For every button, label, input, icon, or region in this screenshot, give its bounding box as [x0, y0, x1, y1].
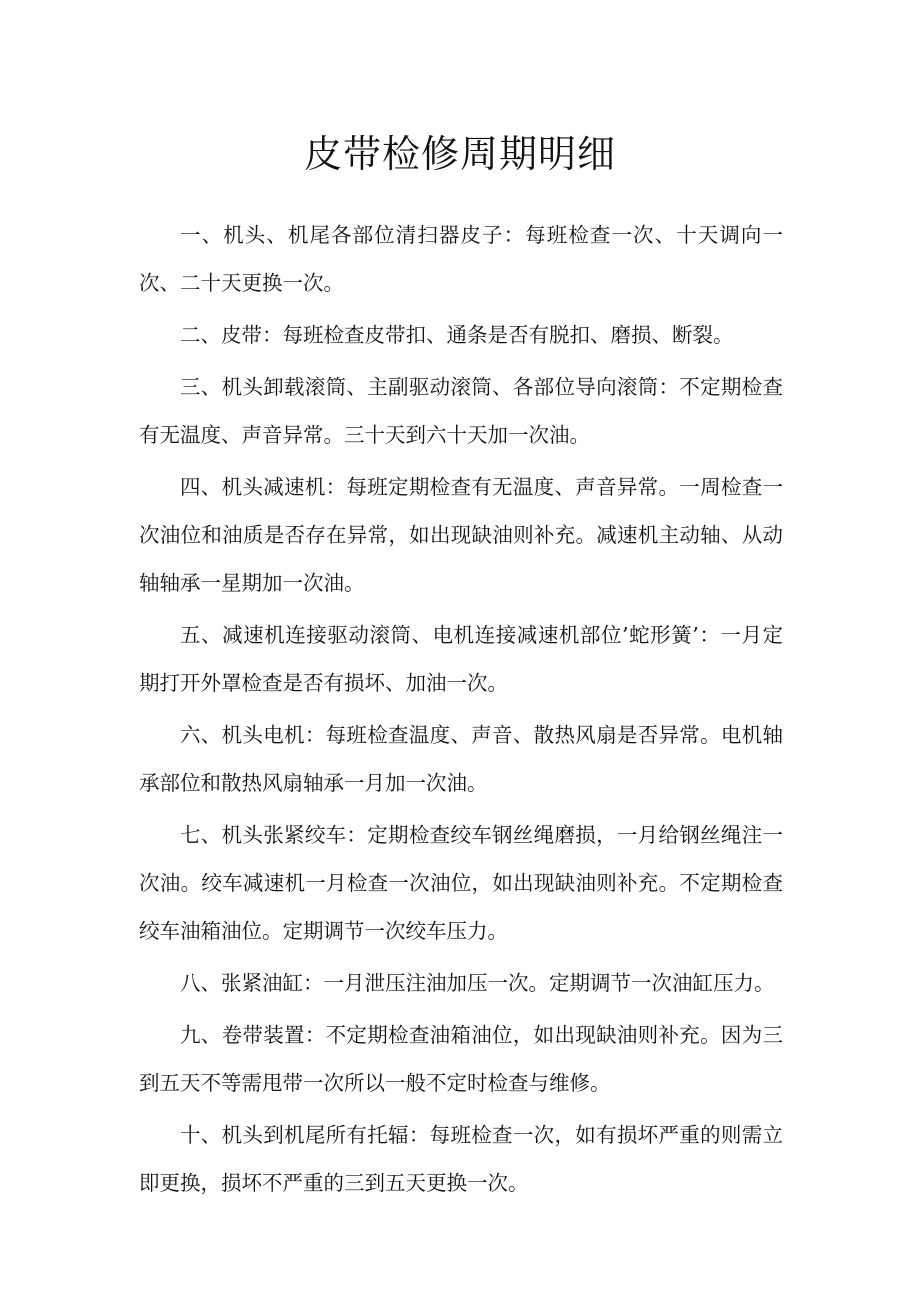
paragraph-2: 二、皮带：每班检查皮带扣、通条是否有脱扣、磨损、断裂。 [180, 323, 734, 347]
paragraph-3: 三、机头卸载滚筒、主副驱动滚筒、各部位导向滚筒：不定期检查有无温度、声音异常。三十天到六十天加一次油。 [139, 375, 783, 447]
paragraph-4: 四、机头减速机：每班定期检查有无温度、声音异常。一周检查一次油位和油质是否存在异常，如出现缺油则补充。减速机主动轴、从动轴轴承一星期加一次油。 [139, 475, 783, 595]
paragraph-8: 八、张紧油缸：一月泄压注油加压一次。定期调节一次油缸压力。 [180, 971, 775, 995]
document-body [139, 211, 783, 1211]
paragraph-10: 十、机头到机尾所有托辐：每班检查一次，如有损坏严重的则需立即更换，损坏不严重的三到五天更换一次。 [139, 1123, 783, 1195]
paragraph-9: 九、卷带装置：不定期检查油箱油位，如出现缺油则补充。因为三到五天不等需甩带一次所以一般不定时检查与维修。 [139, 1023, 783, 1095]
paragraph-1: 一、机头、机尾各部位清扫器皮子：每班检查一次、十天调向一次、二十天更换一次。 [139, 223, 783, 295]
paragraph-6: 六、机头电机：每班检查温度、声音、散热风扇是否异常。电机轴承部位和散热风扇轴承一月加一次油。 [139, 723, 783, 795]
paragraph-7: 七、机头张紧绞车：定期检查绞车钢丝绳磨损，一月给钢丝绳注一次油。绞车减速机一月检查一次油位，如出现缺油则补充。不定期检查绞车油箱油位。定期调节一次绞车压力。 [139, 823, 783, 943]
paragraph-5: 五、减速机连接驱动滚筒、电机连接减速机部位’蛇形簧’：一月定期打开外罩检查是否有损坏、加油一次。 [139, 623, 783, 695]
document-title: 皮带检修周期明细 [303, 132, 616, 176]
